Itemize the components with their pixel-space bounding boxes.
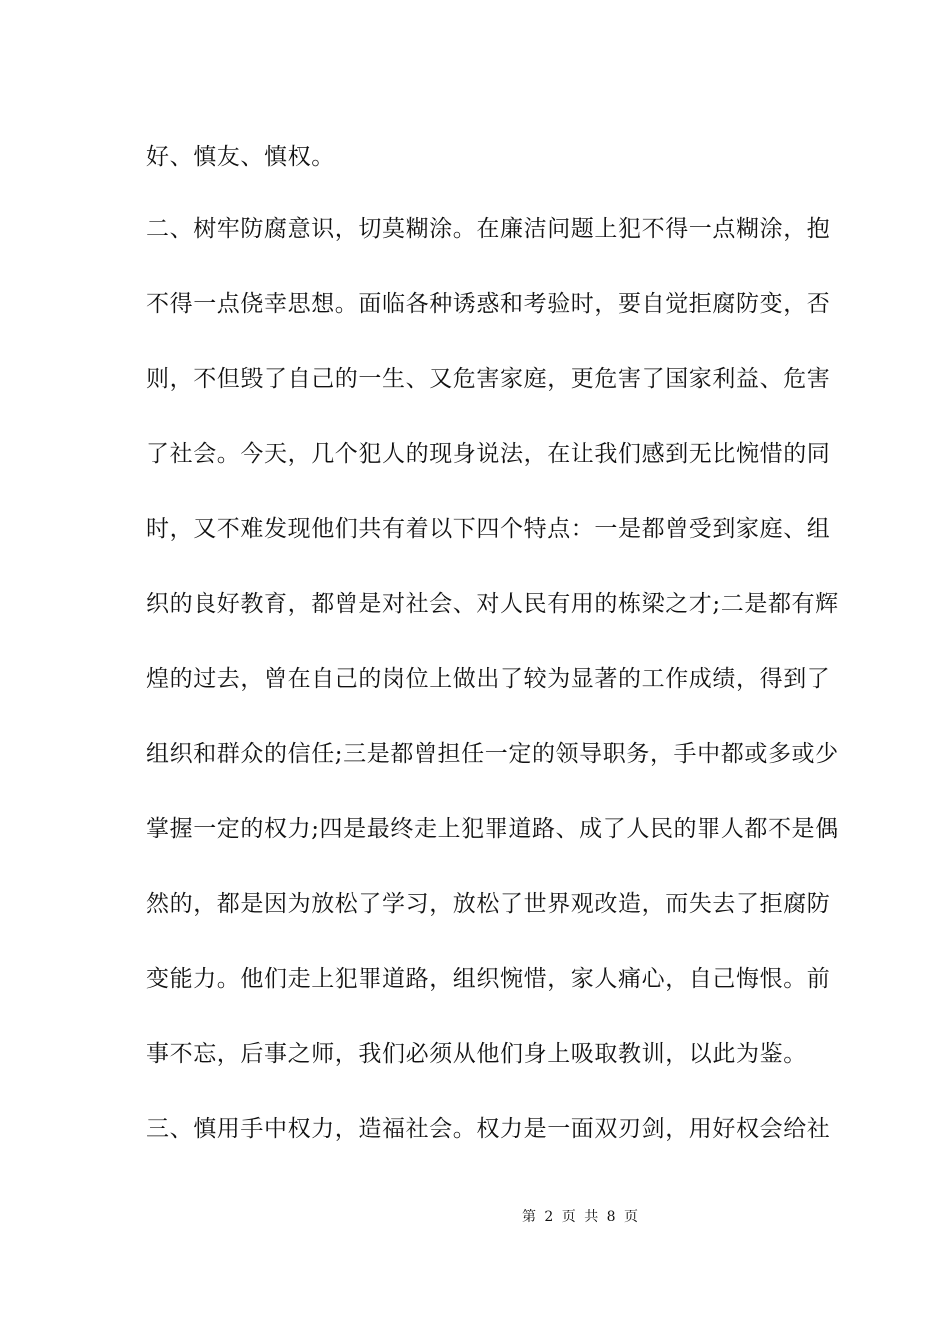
text-line: 了社会。今天，几个犯人的现身说法，在让我们感到无比惋惜的同 (146, 441, 831, 467)
text-line: 掌握一定的权力;四是最终走上犯罪道路、成了人民的罪人都不是偶 (146, 816, 839, 842)
text-line: 变能力。他们走上犯罪道路，组织惋惜，家人痛心，自己悔恨。前 (146, 966, 831, 992)
text-line: 不得一点侥幸思想。面临各种诱惑和考验时，要自觉拒腐防变，否 (146, 291, 831, 317)
text-line: 组织和群众的信任;三是都曾担任一定的领导职务，手中都或多或少 (146, 741, 839, 767)
footer-total-pages: 8 (606, 1209, 616, 1225)
footer-label-unit2: 页 (624, 1209, 639, 1225)
text-line: 二、树牢防腐意识，切莫糊涂。在廉洁问题上犯不得一点糊涂，抱 (146, 216, 831, 242)
text-line: 好、慎友、慎权。 (146, 144, 335, 170)
footer-current-page: 2 (544, 1209, 554, 1225)
text-line: 则，不但毁了自己的一生、又危害家庭，更危害了国家利益、危害 (146, 366, 831, 392)
footer-label-page: 第 (521, 1209, 536, 1225)
text-line: 时，又不难发现他们共有着以下四个特点：一是都曾受到家庭、组 (146, 516, 831, 542)
text-line: 织的良好教育，都曾是对社会、对人民有用的栋梁之才;二是都有辉 (146, 591, 839, 617)
text-line: 三、慎用手中权力，造福社会。权力是一面双刃剑，用好权会给社 (146, 1116, 831, 1142)
text-line: 然的，都是因为放松了学习，放松了世界观改造，而失去了拒腐防 (146, 891, 831, 917)
page-number-footer (0, 1208, 950, 1226)
text-line: 煌的过去，曾在自己的岗位上做出了较为显著的工作成绩，得到了 (146, 666, 831, 692)
footer-label-unit: 页 (561, 1209, 576, 1225)
footer-label-total: 共 (584, 1209, 599, 1225)
text-line: 事不忘，后事之师，我们必须从他们身上吸取教训，以此为鉴。 (146, 1041, 807, 1067)
